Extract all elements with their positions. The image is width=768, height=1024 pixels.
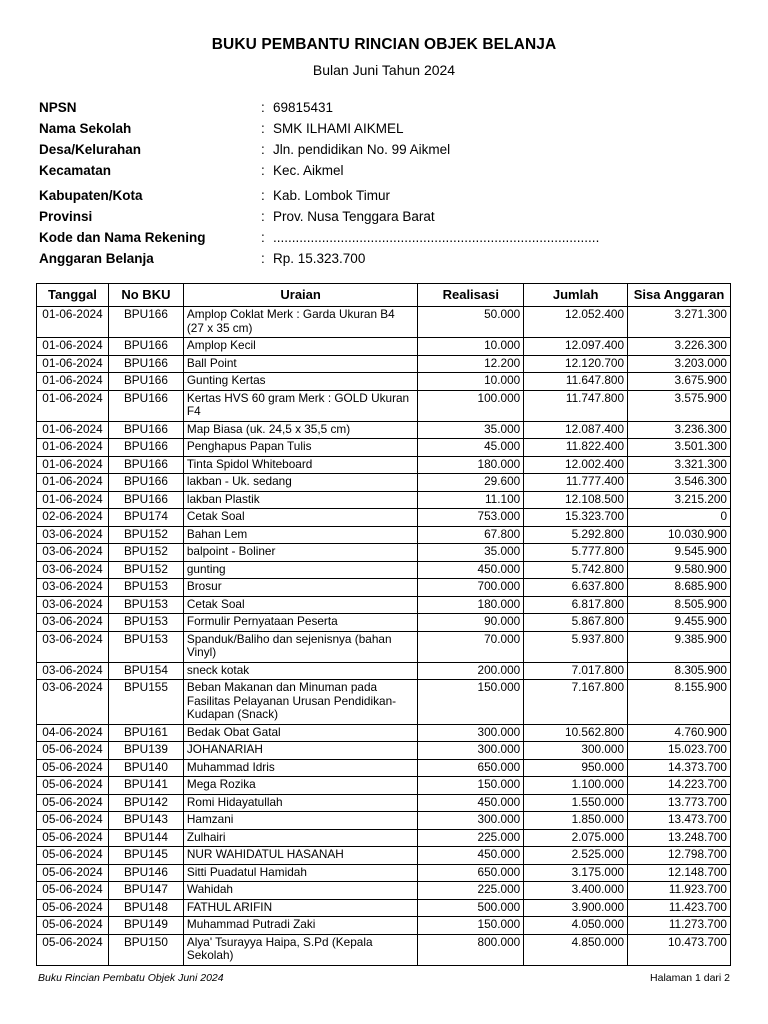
table-row (37, 917, 731, 935)
cell-tanggal: 01-06-2024 (37, 439, 109, 457)
cell-uraian: Sitti Puadatul Hamidah (183, 864, 417, 882)
cell-no-bku: BPU153 (108, 631, 183, 662)
cell-tanggal: 01-06-2024 (37, 491, 109, 509)
cell-realisasi: 50.000 (418, 307, 524, 338)
table-row (37, 864, 731, 882)
table-row (37, 680, 731, 725)
cell-realisasi: 800.000 (418, 934, 524, 965)
cell-jumlah: 950.000 (524, 759, 628, 777)
cell-tanggal: 05-06-2024 (37, 777, 109, 795)
cell-no-bku: BPU152 (108, 561, 183, 579)
cell-jumlah: 4.850.000 (524, 934, 628, 965)
cell-no-bku: BPU161 (108, 724, 183, 742)
cell-realisasi: 700.000 (418, 579, 524, 597)
info-colon: : (261, 121, 265, 136)
cell-uraian: Wahidah (183, 882, 417, 900)
cell-sisa-anggaran: 3.271.300 (628, 307, 731, 338)
cell-jumlah: 5.937.800 (524, 631, 628, 662)
cell-sisa-anggaran: 8.505.900 (628, 596, 731, 614)
cell-jumlah: 1.850.000 (524, 812, 628, 830)
cell-tanggal: 01-06-2024 (37, 456, 109, 474)
cell-jumlah: 2.525.000 (524, 847, 628, 865)
cell-realisasi: 10.000 (418, 338, 524, 356)
cell-tanggal: 05-06-2024 (37, 882, 109, 900)
cell-jumlah: 12.108.500 (524, 491, 628, 509)
cell-sisa-anggaran: 11.923.700 (628, 882, 731, 900)
cell-uraian: Romi Hidayatullah (183, 794, 417, 812)
header-tanggal: Tanggal (37, 284, 109, 307)
info-row (39, 163, 699, 184)
cell-uraian: balpoint - Boliner (183, 544, 417, 562)
info-label: Nama Sekolah (39, 121, 132, 136)
cell-sisa-anggaran: 3.575.900 (628, 390, 731, 421)
cell-sisa-anggaran: 13.473.700 (628, 812, 731, 830)
cell-no-bku: BPU149 (108, 917, 183, 935)
cell-no-bku: BPU139 (108, 742, 183, 760)
cell-jumlah: 12.087.400 (524, 421, 628, 439)
cell-realisasi: 45.000 (418, 439, 524, 457)
cell-sisa-anggaran: 3.226.300 (628, 338, 731, 356)
table-row (37, 742, 731, 760)
cell-sisa-anggaran: 10.473.700 (628, 934, 731, 965)
cell-sisa-anggaran: 8.685.900 (628, 579, 731, 597)
cell-jumlah: 6.637.800 (524, 579, 628, 597)
cell-uraian: Penghapus Papan Tulis (183, 439, 417, 457)
cell-realisasi: 500.000 (418, 899, 524, 917)
cell-no-bku: BPU144 (108, 829, 183, 847)
cell-realisasi: 225.000 (418, 882, 524, 900)
cell-no-bku: BPU166 (108, 421, 183, 439)
cell-jumlah: 3.400.000 (524, 882, 628, 900)
document-subtitle: Bulan Juni Tahun 2024 (312, 62, 456, 78)
cell-jumlah: 5.867.800 (524, 614, 628, 632)
cell-uraian: sneck kotak (183, 662, 417, 680)
table-row (37, 491, 731, 509)
cell-realisasi: 180.000 (418, 596, 524, 614)
cell-jumlah: 11.647.800 (524, 373, 628, 391)
info-row (39, 142, 699, 163)
cell-no-bku: BPU140 (108, 759, 183, 777)
cell-jumlah: 4.050.000 (524, 917, 628, 935)
cell-sisa-anggaran: 9.385.900 (628, 631, 731, 662)
cell-sisa-anggaran: 9.455.900 (628, 614, 731, 632)
cell-uraian: lakban - Uk. sedang (183, 474, 417, 492)
cell-tanggal: 01-06-2024 (37, 307, 109, 338)
table-row (37, 439, 731, 457)
table-row (37, 338, 731, 356)
cell-realisasi: 650.000 (418, 864, 524, 882)
cell-realisasi: 150.000 (418, 680, 524, 725)
cell-tanggal: 01-06-2024 (37, 355, 109, 373)
cell-uraian: Cetak Soal (183, 596, 417, 614)
cell-tanggal: 01-06-2024 (37, 373, 109, 391)
cell-sisa-anggaran: 8.155.900 (628, 680, 731, 725)
info-label: Anggaran Belanja (39, 251, 154, 266)
cell-sisa-anggaran: 12.798.700 (628, 847, 731, 865)
cell-no-bku: BPU153 (108, 614, 183, 632)
cell-uraian: Map Biasa (uk. 24,5 x 35,5 cm) (183, 421, 417, 439)
cell-no-bku: BPU146 (108, 864, 183, 882)
cell-uraian: Zulhairi (183, 829, 417, 847)
cell-uraian: Ball Point (183, 355, 417, 373)
cell-no-bku: BPU166 (108, 338, 183, 356)
cell-no-bku: BPU142 (108, 794, 183, 812)
header-realisasi: Realisasi (418, 284, 524, 307)
cell-realisasi: 200.000 (418, 662, 524, 680)
table-row (37, 662, 731, 680)
cell-jumlah: 6.817.800 (524, 596, 628, 614)
info-colon: : (261, 251, 265, 266)
cell-uraian: Amplop Kecil (183, 338, 417, 356)
info-value: Kec. Aikmel (273, 163, 344, 178)
table-row (37, 829, 731, 847)
cell-jumlah: 7.167.800 (524, 680, 628, 725)
info-row (39, 230, 699, 251)
cell-sisa-anggaran: 0 (628, 509, 731, 527)
cell-tanggal: 05-06-2024 (37, 794, 109, 812)
cell-jumlah: 7.017.800 (524, 662, 628, 680)
cell-sisa-anggaran: 4.760.900 (628, 724, 731, 742)
cell-uraian: Amplop Coklat Merk : Garda Ukuran B4 (27 x 35 cm) (183, 307, 417, 338)
cell-uraian: Beban Makanan dan Minuman pada Fasilitas Pelayanan Urusan Pendidikan-Kudapan (Snack) (183, 680, 417, 725)
table-row (37, 456, 731, 474)
info-label: NPSN (39, 100, 77, 115)
table-row (37, 474, 731, 492)
footer-page-number: Halaman 1 dari 2 (650, 972, 730, 984)
cell-no-bku: BPU166 (108, 491, 183, 509)
cell-no-bku: BPU147 (108, 882, 183, 900)
info-colon: : (261, 100, 265, 115)
cell-tanggal: 05-06-2024 (37, 917, 109, 935)
table-row (37, 421, 731, 439)
info-label: Kabupaten/Kota (39, 188, 143, 203)
cell-uraian: Alya' Tsurayya Haipa, S.Pd (Kepala Sekolah) (183, 934, 417, 965)
cell-uraian: Hamzani (183, 812, 417, 830)
cell-sisa-anggaran: 9.580.900 (628, 561, 731, 579)
cell-realisasi: 150.000 (418, 777, 524, 795)
cell-sisa-anggaran: 15.023.700 (628, 742, 731, 760)
cell-no-bku: BPU174 (108, 509, 183, 527)
cell-jumlah: 11.777.400 (524, 474, 628, 492)
cell-no-bku: BPU148 (108, 899, 183, 917)
cell-jumlah: 300.000 (524, 742, 628, 760)
cell-uraian: Gunting Kertas (183, 373, 417, 391)
table-row (37, 390, 731, 421)
info-colon: : (261, 163, 265, 178)
cell-realisasi: 70.000 (418, 631, 524, 662)
cell-jumlah: 5.292.800 (524, 526, 628, 544)
cell-tanggal: 03-06-2024 (37, 526, 109, 544)
cell-jumlah: 12.002.400 (524, 456, 628, 474)
cell-no-bku: BPU166 (108, 439, 183, 457)
table-row (37, 307, 731, 338)
cell-jumlah: 3.900.000 (524, 899, 628, 917)
cell-sisa-anggaran: 13.248.700 (628, 829, 731, 847)
cell-realisasi: 450.000 (418, 794, 524, 812)
cell-tanggal: 03-06-2024 (37, 579, 109, 597)
table-row (37, 724, 731, 742)
table-row (37, 561, 731, 579)
cell-sisa-anggaran: 3.546.300 (628, 474, 731, 492)
cell-tanggal: 05-06-2024 (37, 742, 109, 760)
cell-sisa-anggaran: 3.501.300 (628, 439, 731, 457)
cell-sisa-anggaran: 8.305.900 (628, 662, 731, 680)
info-colon: : (261, 142, 265, 157)
cell-uraian: Brosur (183, 579, 417, 597)
cell-uraian: Formulir Pernyataan Peserta (183, 614, 417, 632)
cell-uraian: gunting (183, 561, 417, 579)
info-value: Jln. pendidikan No. 99 Aikmel (273, 142, 451, 157)
info-row (39, 188, 699, 209)
cell-realisasi: 300.000 (418, 724, 524, 742)
cell-sisa-anggaran: 11.273.700 (628, 917, 731, 935)
cell-sisa-anggaran: 3.675.900 (628, 373, 731, 391)
cell-jumlah: 11.747.800 (524, 390, 628, 421)
cell-uraian: Bahan Lem (183, 526, 417, 544)
cell-jumlah: 12.120.700 (524, 355, 628, 373)
table-row (37, 631, 731, 662)
cell-uraian: Tinta Spidol Whiteboard (183, 456, 417, 474)
cell-jumlah: 1.100.000 (524, 777, 628, 795)
cell-tanggal: 05-06-2024 (37, 812, 109, 830)
info-colon: : (261, 230, 265, 245)
table-row (37, 596, 731, 614)
cell-realisasi: 67.800 (418, 526, 524, 544)
cell-uraian: Kertas HVS 60 gram Merk : GOLD Ukuran F4 (183, 390, 417, 421)
cell-sisa-anggaran: 9.545.900 (628, 544, 731, 562)
info-value: ....................................................................................... (273, 230, 600, 245)
info-label: Kecamatan (39, 163, 112, 178)
cell-no-bku: BPU152 (108, 526, 183, 544)
cell-tanggal: 04-06-2024 (37, 724, 109, 742)
cell-no-bku: BPU153 (108, 579, 183, 597)
cell-jumlah: 10.562.800 (524, 724, 628, 742)
cell-no-bku: BPU155 (108, 680, 183, 725)
cell-no-bku: BPU143 (108, 812, 183, 830)
info-colon: : (261, 209, 265, 224)
info-label: Kode dan Nama Rekening (39, 230, 206, 245)
cell-tanggal: 05-06-2024 (37, 934, 109, 965)
cell-no-bku: BPU141 (108, 777, 183, 795)
cell-tanggal: 01-06-2024 (37, 421, 109, 439)
cell-sisa-anggaran: 14.223.700 (628, 777, 731, 795)
cell-jumlah: 5.777.800 (524, 544, 628, 562)
cell-no-bku: BPU166 (108, 474, 183, 492)
cell-no-bku: BPU166 (108, 355, 183, 373)
cell-sisa-anggaran: 14.373.700 (628, 759, 731, 777)
cell-tanggal: 03-06-2024 (37, 662, 109, 680)
cell-jumlah: 12.097.400 (524, 338, 628, 356)
info-label: Provinsi (39, 209, 93, 224)
cell-uraian: FATHUL ARIFIN (183, 899, 417, 917)
table-row (37, 777, 731, 795)
table-row (37, 614, 731, 632)
cell-jumlah: 2.075.000 (524, 829, 628, 847)
footer-document-name: Buku Rincian Pembatu Objek Juni 2024 (38, 972, 224, 984)
cell-realisasi: 650.000 (418, 759, 524, 777)
info-colon: : (261, 188, 265, 203)
cell-realisasi: 450.000 (418, 561, 524, 579)
info-row (39, 251, 699, 272)
cell-uraian: lakban Plastik (183, 491, 417, 509)
cell-tanggal: 01-06-2024 (37, 338, 109, 356)
cell-no-bku: BPU166 (108, 373, 183, 391)
cell-realisasi: 225.000 (418, 829, 524, 847)
table-row (37, 544, 731, 562)
cell-tanggal: 05-06-2024 (37, 864, 109, 882)
cell-realisasi: 29.600 (418, 474, 524, 492)
table-row (37, 812, 731, 830)
cell-tanggal: 03-06-2024 (37, 631, 109, 662)
header-jumlah: Jumlah (524, 284, 628, 307)
cell-realisasi: 90.000 (418, 614, 524, 632)
cell-uraian: Muhammad Putradi Zaki (183, 917, 417, 935)
cell-realisasi: 35.000 (418, 544, 524, 562)
table-row (37, 509, 731, 527)
cell-no-bku: BPU152 (108, 544, 183, 562)
cell-realisasi: 300.000 (418, 812, 524, 830)
cell-uraian: Bedak Obat Gatal (183, 724, 417, 742)
cell-sisa-anggaran: 3.203.000 (628, 355, 731, 373)
cell-tanggal: 05-06-2024 (37, 829, 109, 847)
table-row (37, 373, 731, 391)
cell-sisa-anggaran: 3.236.300 (628, 421, 731, 439)
cell-no-bku: BPU153 (108, 596, 183, 614)
cell-uraian: Spanduk/Baliho dan sejenisnya (bahan Vinyl) (183, 631, 417, 662)
cell-tanggal: 05-06-2024 (37, 759, 109, 777)
cell-jumlah: 3.175.000 (524, 864, 628, 882)
cell-sisa-anggaran: 11.423.700 (628, 899, 731, 917)
cell-sisa-anggaran: 10.030.900 (628, 526, 731, 544)
header-no-bku: No BKU (108, 284, 183, 307)
cell-jumlah: 12.052.400 (524, 307, 628, 338)
cell-sisa-anggaran: 3.321.300 (628, 456, 731, 474)
table-row (37, 934, 731, 965)
info-value: Kab. Lombok Timur (273, 188, 391, 203)
table-row (37, 847, 731, 865)
info-label: Desa/Kelurahan (39, 142, 142, 157)
cell-jumlah: 1.550.000 (524, 794, 628, 812)
info-value: SMK ILHAMI AIKMEL (273, 121, 404, 136)
cell-sisa-anggaran: 3.215.200 (628, 491, 731, 509)
cell-realisasi: 450.000 (418, 847, 524, 865)
table-row (37, 526, 731, 544)
table-row (37, 759, 731, 777)
cell-tanggal: 01-06-2024 (37, 390, 109, 421)
cell-tanggal: 03-06-2024 (37, 614, 109, 632)
cell-uraian: Mega Rozika (183, 777, 417, 795)
cell-realisasi: 180.000 (418, 456, 524, 474)
cell-tanggal: 03-06-2024 (37, 680, 109, 725)
cell-tanggal: 03-06-2024 (37, 544, 109, 562)
cell-no-bku: BPU145 (108, 847, 183, 865)
info-row (39, 121, 699, 142)
cell-no-bku: BPU166 (108, 390, 183, 421)
cell-no-bku: BPU166 (108, 307, 183, 338)
cell-realisasi: 150.000 (418, 917, 524, 935)
cell-uraian: Muhammad Idris (183, 759, 417, 777)
table-row (37, 794, 731, 812)
cell-tanggal: 03-06-2024 (37, 596, 109, 614)
cell-realisasi: 11.100 (418, 491, 524, 509)
cell-jumlah: 11.822.400 (524, 439, 628, 457)
table-row (37, 355, 731, 373)
document-title: BUKU PEMBANTU RINCIAN OBJEK BELANJA (211, 36, 557, 53)
header-sisa-anggaran: Sisa Anggaran (628, 284, 731, 307)
cell-tanggal: 02-06-2024 (37, 509, 109, 527)
cell-jumlah: 15.323.700 (524, 509, 628, 527)
cell-realisasi: 12.200 (418, 355, 524, 373)
cell-no-bku: BPU150 (108, 934, 183, 965)
table-row (37, 899, 731, 917)
cell-tanggal: 05-06-2024 (37, 847, 109, 865)
header-uraian: Uraian (183, 284, 417, 307)
cell-jumlah: 5.742.800 (524, 561, 628, 579)
cell-realisasi: 35.000 (418, 421, 524, 439)
table-header-row (37, 284, 731, 307)
cell-realisasi: 100.000 (418, 390, 524, 421)
cell-realisasi: 753.000 (418, 509, 524, 527)
cell-realisasi: 300.000 (418, 742, 524, 760)
cell-sisa-anggaran: 13.773.700 (628, 794, 731, 812)
cell-sisa-anggaran: 12.148.700 (628, 864, 731, 882)
cell-tanggal: 03-06-2024 (37, 561, 109, 579)
expense-table (36, 283, 731, 966)
cell-tanggal: 05-06-2024 (37, 899, 109, 917)
info-row (39, 100, 699, 121)
cell-realisasi: 10.000 (418, 373, 524, 391)
info-value: 69815431 (273, 100, 334, 115)
cell-uraian: JOHANARIAH (183, 742, 417, 760)
info-row (39, 209, 699, 230)
cell-tanggal: 01-06-2024 (37, 474, 109, 492)
cell-no-bku: BPU166 (108, 456, 183, 474)
cell-no-bku: BPU154 (108, 662, 183, 680)
info-value: Rp. 15.323.700 (273, 251, 366, 266)
cell-uraian: Cetak Soal (183, 509, 417, 527)
table-row (37, 579, 731, 597)
cell-uraian: NUR WAHIDATUL HASANAH (183, 847, 417, 865)
table-row (37, 882, 731, 900)
info-value: Prov. Nusa Tenggara Barat (273, 209, 435, 224)
